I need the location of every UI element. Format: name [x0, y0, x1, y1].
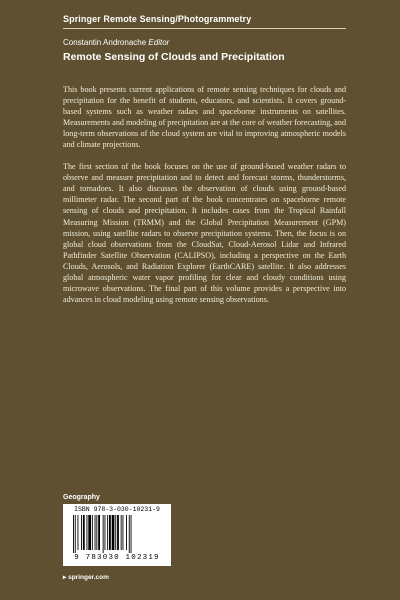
barcode-bars — [73, 515, 161, 553]
barcode-bar — [75, 515, 76, 553]
barcode-number: 9 783030 102319 — [74, 554, 160, 562]
barcode-bar — [92, 515, 93, 550]
barcode-bar — [117, 515, 119, 550]
barcode-bar — [98, 515, 100, 550]
series-name: Springer Remote Sensing/Photogrammetry — [63, 14, 252, 24]
editor-name: Constantin Andronache — [63, 38, 147, 47]
barcode-bar — [81, 515, 82, 550]
description-paragraph-1: This book presents current applications of remote sensing techniques for clouds and precipitation for the benefit of students, educators, and scientists. It covers ground-based systems such as weather radars and spaceborne instruments on satellites. Measurements and modeling of precipitation are at the core of weather forecasting, and long-term observations of the cloud system are vital to improving atmospheric models and climate projections. — [63, 85, 346, 150]
barcode-bar — [107, 515, 108, 550]
isbn-barcode — [63, 504, 171, 566]
barcode-bar — [87, 515, 88, 550]
barcode-bar — [129, 515, 130, 553]
barcode-bar — [126, 515, 127, 550]
barcode-bar — [105, 515, 106, 550]
editor-role: Editor — [148, 38, 170, 47]
barcode-bar — [83, 515, 85, 550]
barcode-bar — [115, 515, 116, 550]
barcode-bar — [88, 515, 91, 550]
barcode-bar — [131, 515, 132, 553]
book-title: Remote Sensing of Clouds and Precipitation — [63, 51, 285, 63]
publisher-url[interactable]: springer.com — [68, 574, 109, 581]
barcode-bar — [95, 515, 96, 550]
barcode-bar — [96, 515, 97, 550]
barcode-bar — [103, 515, 104, 553]
header-divider — [63, 28, 346, 29]
isbn-label: ISBN 978-3-030-10231-9 — [74, 506, 160, 513]
url-bullet-icon: ▸ — [63, 574, 67, 581]
editor-line — [63, 38, 169, 47]
barcode-bar — [73, 515, 74, 553]
barcode-bar — [123, 515, 124, 550]
book-description — [63, 84, 346, 316]
barcode-bar — [109, 515, 111, 550]
subject-label: Geography — [63, 494, 100, 501]
publisher-url-line — [63, 573, 109, 581]
description-paragraph-2: The first section of the book focuses on the use of ground-based weather radars to observe and measure precipitation and to detect and forecast storms, thunderstorms, and tornadoes. It also discusses the observation of clouds using ground-based millimeter radar. The second part of the book concentrates on spaceborne remote sensing of clouds and precipitation. It includes cases from the Tropical Rainfall Measuring Mission (TRMM) and the Global Precipitation Measurement (GPM) mission, using satellite radars to observe precipitation systems. Then, the focus is on global cloud observations from the CloudSat, Cloud-Aerosol Lidar and Infrared Pathfinder Satellite Observation (CALIPSO), including a perspective on the Earth Clouds, Aerosols, and Radiation Explorer (EarthCARE) satellite. It also addresses global atmospheric water vapor profiling for clear and cloudy conditions using microwave observations. The final part of this volume provides a perspective into advances in cloud modeling using remote sensing observations. — [63, 162, 346, 304]
barcode-bar — [78, 515, 79, 550]
barcode-bar — [121, 515, 122, 550]
barcode-bar — [112, 515, 115, 550]
